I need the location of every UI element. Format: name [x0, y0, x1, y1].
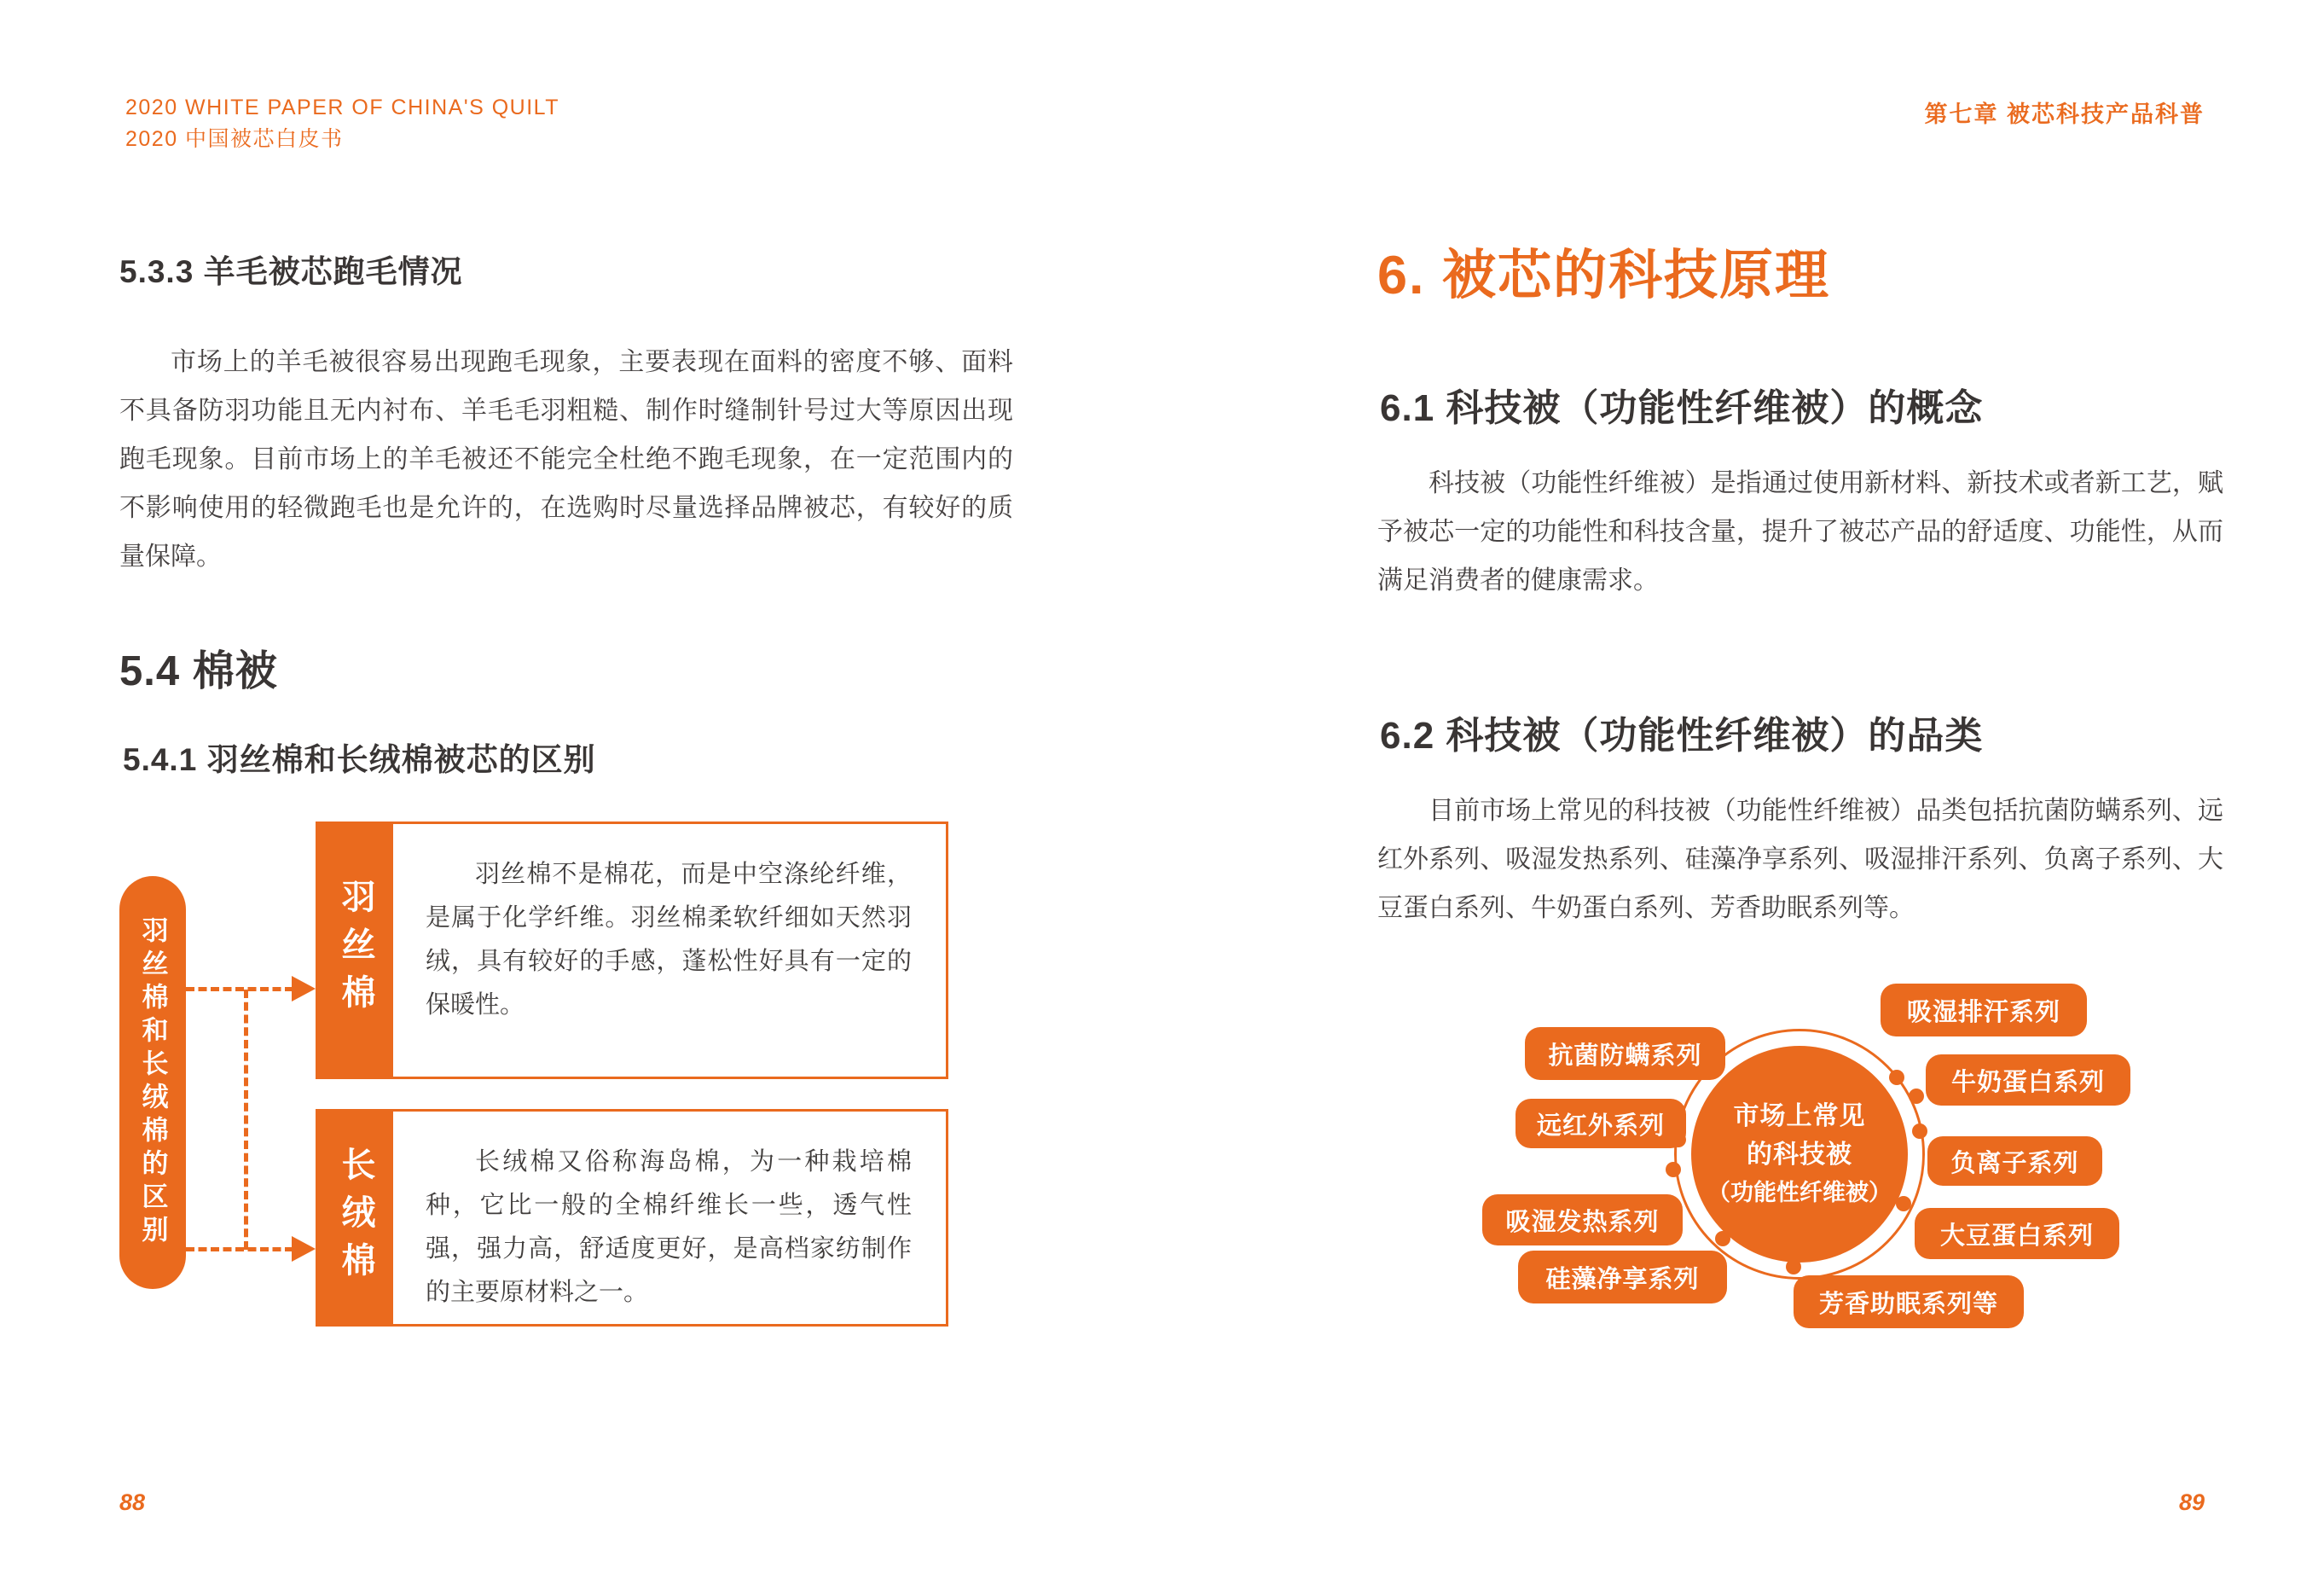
- center-line-3: （功能性纤维被）: [1707, 1179, 1892, 1205]
- dashed-connector-vertical: [244, 990, 248, 1250]
- series-bubble-soy-protein: 大豆蛋白系列: [1915, 1208, 2119, 1259]
- page-number-right: 89: [2178, 1489, 2205, 1515]
- heading-5-4: 5.4 棉被: [119, 648, 278, 694]
- series-bubble-far-infrared: 远红外系列: [1516, 1099, 1686, 1148]
- heading-5-4-1: 5.4.1 羽丝棉和长绒棉被芯的区别: [123, 742, 596, 777]
- dashed-connector-bottom: [186, 1247, 293, 1251]
- arrowhead-bottom-icon: [292, 1236, 316, 1262]
- card-label: 羽丝棉: [337, 879, 374, 1022]
- connector-dot-icon: [1715, 1231, 1730, 1246]
- heading-5-3-3: 5.3.3 羊毛被芯跑毛情况: [119, 254, 463, 289]
- connector-dot-icon: [1666, 1162, 1681, 1177]
- series-bubble-milk-protein: 牛奶蛋白系列: [1926, 1054, 2130, 1106]
- series-bubble-moisture-heating: 吸湿发热系列: [1482, 1194, 1683, 1245]
- card-feather-silk-cotton: [316, 822, 948, 1079]
- connector-dot-icon: [1786, 1259, 1801, 1274]
- running-head-line-en: 2020 WHITE PAPER OF CHINA'S QUILT: [125, 96, 559, 119]
- card-long-staple-cotton: [316, 1109, 948, 1327]
- connector-dot-icon: [1896, 1196, 1911, 1211]
- paragraph-6-1: 科技被（功能性纤维被）是指通过使用新材料、新技术或者新工艺，赋予被芯一定的功能性和科技含量，提升了被芯产品的舒适度、功能性，从而满足消费者的健康需求。: [1377, 469, 2223, 595]
- chapter-title: 6. 被芯的科技原理: [1377, 246, 1831, 305]
- series-bubble-aroma-sleep: 芳香助眠系列等: [1794, 1275, 2024, 1328]
- connector-dot-icon: [1889, 1070, 1904, 1085]
- center-line-1: 市场上常见: [1733, 1101, 1866, 1130]
- connector-dot-icon: [1909, 1089, 1924, 1104]
- running-head-line-cn: 2020 中国被芯白皮书: [125, 127, 344, 151]
- page-number-left: 88: [119, 1489, 146, 1515]
- tech-quilt-series-diagram: [1450, 954, 2183, 1385]
- series-bubble-moisture-wicking: 吸湿排汗系列: [1881, 984, 2087, 1036]
- heading-6-2: 6.2 科技被（功能性纤维被）的品类: [1380, 715, 1984, 757]
- cotton-comparison-diagram: [119, 815, 1019, 1369]
- dashed-connector-top: [186, 987, 293, 991]
- heading-6-1: 6.1 科技被（功能性纤维被）的概念: [1380, 387, 1984, 429]
- card-label-bar: [318, 1112, 393, 1324]
- center-line-2: 的科技被: [1747, 1140, 1852, 1169]
- connector-dot-icon: [1912, 1123, 1927, 1139]
- diagram-center-circle: [1691, 1046, 1908, 1263]
- diagram-topic-pill: [119, 876, 186, 1289]
- card-label-bar: [318, 824, 393, 1077]
- paragraph-5-3-3: 市场上的羊毛被很容易出现跑毛现象，主要表现在面料的密度不够、面料不具备防羽功能且无内衬布、羊毛毛羽粗糙、制作时缝制针号过大等原因出现跑毛现象。目前市场上的羊毛被还不能完全杜绝不跑毛现象，在一定范围内的不影响使用的轻微跑毛也是允许的，在选购时尽量选择品牌被芯，有较好的质量保障。: [119, 348, 1013, 571]
- card-label: 长绒棉: [337, 1146, 374, 1290]
- diagram-topic-label: 羽丝棉和长绒棉的区别: [137, 916, 168, 1249]
- paragraph-6-2: 目前市场上常见的科技被（功能性纤维被）品类包括抗菌防螨系列、远红外系列、吸湿发热系列、硅藻净享系列、吸湿排汗系列、负离子系列、大豆蛋白系列、牛奶蛋白系列、芳香助眠系列等。: [1377, 797, 2223, 922]
- series-bubble-antibacterial: 抗菌防螨系列: [1525, 1027, 1725, 1080]
- card-body: 长绒棉又俗称海岛棉，为一种栽培棉种，它比一般的全棉纤维长一些，透气性强，强力高，舒适度更好，是高档家纺制作的主要原材料之一。: [426, 1148, 912, 1306]
- left-running-head: [125, 92, 559, 155]
- arrowhead-top-icon: [292, 976, 316, 1002]
- series-bubble-diatom: 硅藻净享系列: [1518, 1251, 1727, 1303]
- series-bubble-anion: 负离子系列: [1927, 1136, 2102, 1186]
- card-body: 羽丝棉不是棉花，而是中空涤纶纤维，是属于化学纤维。羽丝棉柔软纤细如天然羽绒，具有较好的手感，蓬松性好具有一定的保暖性。: [426, 861, 912, 1019]
- right-running-head: 第七章 被芯科技产品科普: [1924, 102, 2205, 127]
